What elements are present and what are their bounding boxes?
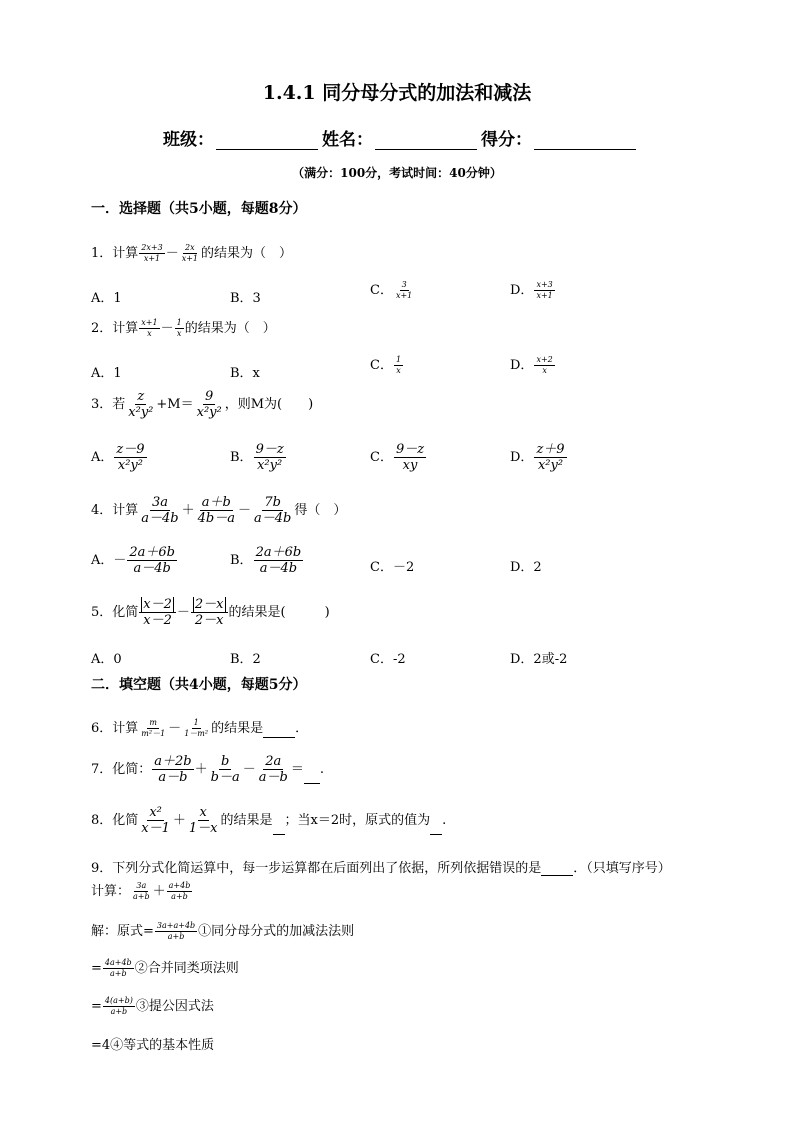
q4-option-c: C．－2	[370, 560, 415, 575]
question-5: 5．化简 $\frac{x-2}{x-2}$ － $\frac{2-x}{2-x}$ 的结果是( )	[91, 597, 330, 628]
q3-option-a: A． $\frac{z-9}{\text{x²y²}}$	[91, 442, 145, 473]
answer-blank	[541, 863, 573, 876]
q1-option-c: C． $\frac{3}{x+1}$	[370, 280, 413, 300]
q2-option-c: C． $\frac{1}{x}$	[370, 355, 402, 375]
name-label: 姓名：	[322, 130, 373, 150]
class-blank	[216, 132, 318, 150]
question-4: 4．计算 $\frac{3a}{a-4b}$ ＋ $\frac{a+b}{4b-a}$ － $\frac{7b}{a-4b}$ 得（ ）	[91, 495, 347, 526]
q5-option-c: C．-2	[370, 652, 406, 667]
q1-option-b: B．3	[230, 291, 261, 306]
q3-option-d: D． $\frac{z+9}{\text{x²y²}}$	[510, 442, 565, 473]
question-9: 9．下列分式化简运算中，每一步运算都在后面列出了依据，所列依据错误的是 ．（只填写序号）	[91, 861, 671, 876]
q1-option-d: D． $\frac{x+3}{x+1}$	[510, 280, 553, 300]
section-choice-heading: 一．选择题（共5小题，每题8分）	[91, 201, 307, 217]
answer-blank	[273, 822, 285, 835]
q1-option-a: A．1	[91, 291, 122, 306]
q3-option-b: B． $\frac{9-z}{\text{x²y²}}$	[230, 442, 284, 473]
page-title: 1.4.1 同分母分式的加法和减法	[262, 82, 532, 104]
q4-option-a: A．－ $\frac{2a+6b}{a-4b}$	[91, 545, 176, 576]
q9-step-2: = $\frac{4a+4b}{a+b}$ ②合并同类项法则	[91, 958, 239, 978]
question-7: 7．化简： $\frac{a+2b}{a-b}$ ＋ $\frac{b}{b-a}$ － $\frac{2a}{a-b}$ ＝ .	[91, 754, 324, 785]
q5-option-d: D．2或-2	[510, 652, 568, 667]
q9-step-1: 解：原式= $\frac{3a+a+4b}{a+b}$ ①同分母分式的加减法法则	[91, 921, 355, 941]
class-label: 班级：	[163, 130, 214, 150]
answer-blank	[304, 771, 320, 784]
q2-option-b: B．x	[230, 366, 260, 381]
q4-option-d: D．2	[510, 560, 542, 575]
q4-option-b: B． $\frac{2a+6b}{a-4b}$	[230, 545, 302, 576]
q2-option-d: D． $\frac{x+2}{x}$	[510, 355, 553, 375]
q3-option-c: C． $\frac{9-z}{xy}$	[370, 442, 425, 473]
q5-option-b: B．2	[230, 652, 261, 667]
exam-note: （满分：100分，考试时间：40分钟）	[292, 166, 502, 180]
q5-option-a: A．0	[91, 652, 122, 667]
q2-option-a: A．1	[91, 366, 122, 381]
q9-calc: 计算： $\frac{3a}{a+b}$ ＋ $\frac{a+4b}{a+b}$	[91, 881, 191, 901]
score-label: 得分：	[481, 130, 532, 150]
question-1: 1．计算 $\frac{2x+3}{x+1}$ － $\frac{2x}{x+1}$ 的结果为（ ）	[91, 243, 293, 263]
question-8: 8．化简 $\frac{\text{x²}}{x-1}$ ＋ $\frac{x}{1-x}$ 的结果是 ；当x＝2时，原式的值为 .	[91, 805, 447, 836]
question-2: 2．计算 $\frac{x+1}{x}$ － $\frac{1}{x}$ 的结果为（ ）	[91, 318, 276, 338]
score-blank	[534, 132, 636, 150]
answer-blank	[263, 725, 295, 738]
answer-blank	[430, 822, 442, 835]
q9-step-3: = $\frac{4(a+b)}{a+b}$ ③提公因式法	[91, 996, 214, 1016]
question-3: 3．若 $\frac{z}{\text{x²y²}}$ +M＝ $\frac{9}{\text{x²y²}}$ ，则M为( )	[91, 389, 314, 420]
name-blank	[375, 132, 477, 150]
section-fill-heading: 二．填空题（共4小题，每题5分）	[91, 677, 307, 693]
q9-step-4: =4④等式的基本性质	[91, 1038, 215, 1053]
question-6: 6．计算 $\frac{m}{\text{m²－1}}$ － $\frac{1}{\text{1－m²}}$ 的结果是 ．	[91, 718, 309, 738]
student-info	[163, 125, 640, 150]
